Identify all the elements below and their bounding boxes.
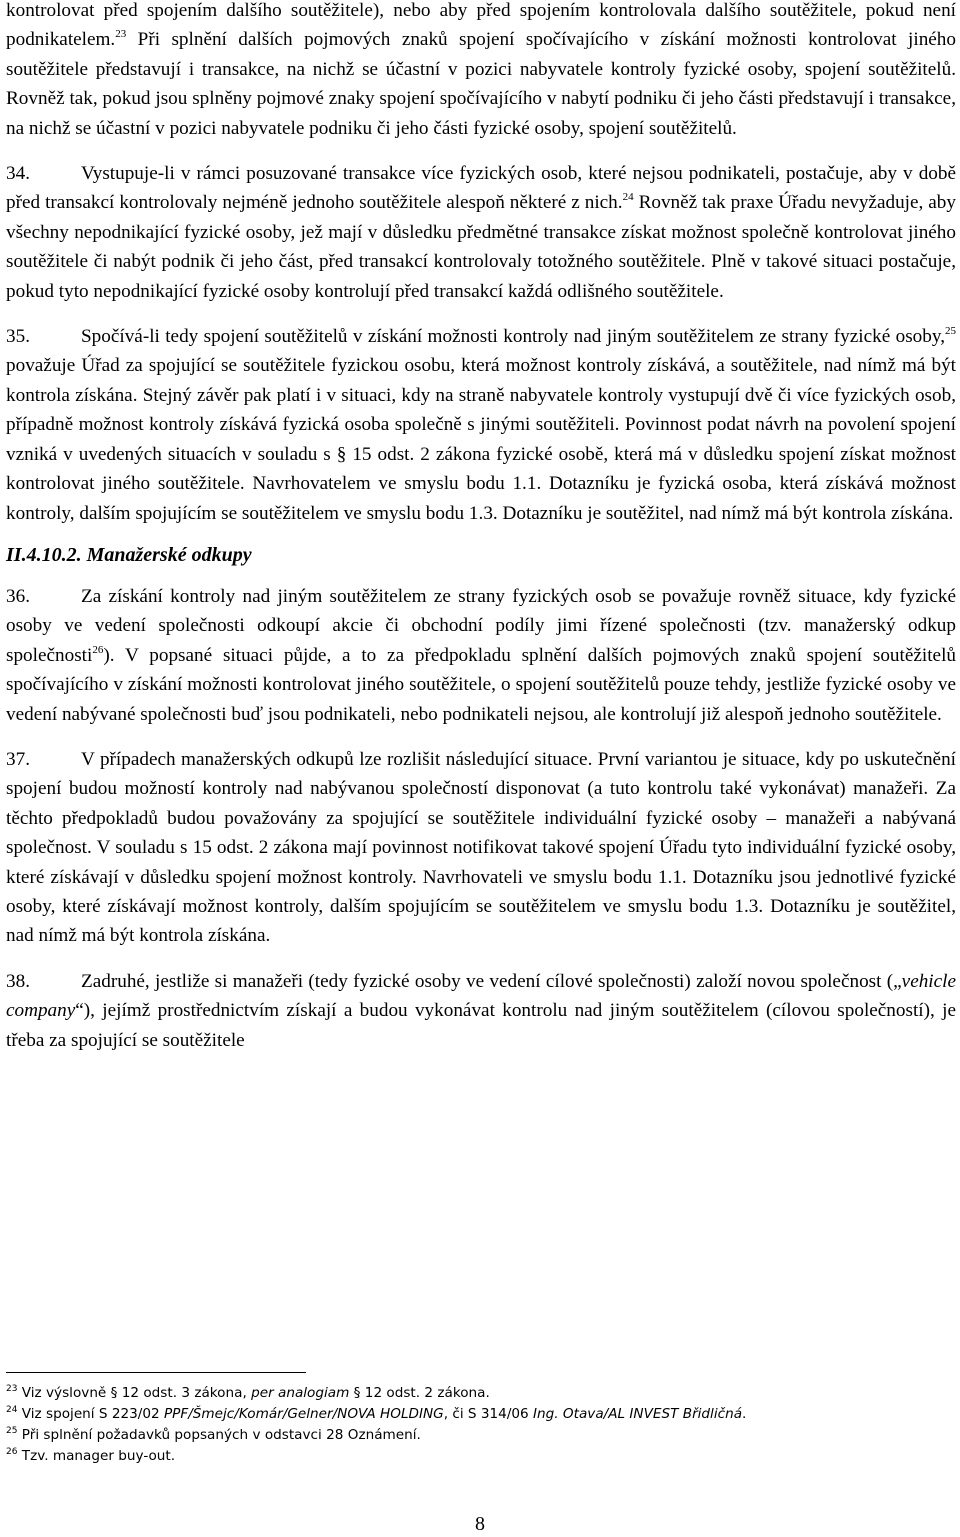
paragraph-text: ). V popsané situaci půjde, a to za předpokladu splnění dalších pojmových znaků spojení soutěžitelů spočívajícího v získání možnosti kontrolovat jiného soutěžitele, o spojení soutěžitelů pouze tehdy, jestliže fyzické osoby ve vedení nabývané společnosti buď jsou podnikateli, nebo podnikateli nejsou, ale kontrolují již alespoň jednoho soutěžitele. <box>6 644 956 725</box>
footnote-24 <box>6 1404 956 1425</box>
footnote-ref-25[interactable]: 25 <box>945 325 956 338</box>
footnotes <box>6 1383 956 1467</box>
paragraph-number: 37. <box>6 748 30 770</box>
footnote-text: Viz výslovně <box>17 1385 111 1401</box>
paragraph-number: 38. <box>6 970 30 992</box>
paragraph-36 <box>6 582 956 729</box>
paragraph-text: Vystupuje-li v rámci posuzované transakce více fyzických osob, které nejsou podnikateli, postačuje, aby v době před transakcí kontrolovaly nejméně jednoho soutěžitele alespoň některé z nich. <box>6 163 956 214</box>
paragraph-38 <box>6 967 956 1055</box>
section-heading: II.4.10.2. Manažerské odkupy <box>6 543 252 566</box>
footnote-text: Tzv. manager buy-out. <box>17 1448 176 1464</box>
paragraph-text: Rovněž tak praxe Úřadu nevyžaduje, aby všechny nepodnikající fyzické osoby, jež mají v důsledku předmětné transakce získat možnost společně kontrolovat jiného soutěžitele či nabýt podnik či jeho část, před transakcí kontrolovaly totožného soutěžitele. Plně v takové situaci postačuje, pokud tyto nepodnikající fyzické osoby kontrolují před transakcí každá odlišného soutěžitele. <box>6 192 956 302</box>
footnote-text: Viz spojení S 223/02 <box>17 1406 164 1422</box>
footnote-ref-23[interactable]: 23 <box>115 28 127 41</box>
footnote-23 <box>6 1383 956 1404</box>
footnote-text: Při splnění požadavků popsaných v odstavci 28 Oznámení. <box>17 1427 421 1443</box>
section-symbol: § <box>353 1385 361 1401</box>
footnote-number: 26 <box>6 1447 18 1457</box>
footnote-number: 25 <box>6 1426 18 1436</box>
paragraph-text: Spočívá-li tedy spojení soutěžitelů v získání možnosti kontroly nad jiným soutěžitelem ze strany fyzické osoby, <box>81 326 945 348</box>
section-symbol: § <box>110 1385 118 1401</box>
footnote-number: 23 <box>6 1384 18 1394</box>
document-body <box>6 0 956 1055</box>
footnote-text: . <box>742 1406 747 1422</box>
footnote-separator <box>6 1372 306 1373</box>
paragraph-text: Za získání kontroly nad jiným soutěžitelem ze strany fyzických osob se považuje rovněž situace, kdy fyzické osoby ve vedení společnosti odkoupí akcie či obchodní podíly jimi řízené společnosti (tzv. manažerský odkup společnosti <box>6 585 956 666</box>
paragraph-text: V případech manažerských odkupů lze rozlišit následující situace. První variantou je situace, kdy po uskutečnění spojení budou možností kontroly nad nabývanou společností disponovat (a tuto kontrolu také vykonávat) manažeři. Za těchto předpokladů budou považovány za spojující se soutěžitele individuální fyzické osoby – manažeři a nabývaná společnost. V souladu s 15 odst. 2 zákona mají povinnost notifikovat takové spojení Úřadu tyto individuální fyzické osoby, které získávají v důsledku spojení možnost kontroly. Navrhovateli ve smyslu bodu 1.1. Dotazníku jsou jednotlivé fyzické osoby, které získávají možnost kontroly, dalším spojujícím se soutěžitelem ve smyslu bodu 1.3. Dotazníku je soutěžitel, nad nímž má být kontrola získána. <box>6 748 956 947</box>
paragraph-text: považuje Úřad za spojující se soutěžitele fyzickou osobu, která možnost kontroly získává, a soutěžitele, nad nímž má být kontrola získána. Stejný závěr pak platí i v situaci, kdy na straně nabyvatele kontroly vystupují dvě či více fyzických osob, případně možnost kontroly získává fyzická osoba společně s jinými soutěžiteli. Povinnost podat návrh na povolení spojení vzniká v uvedených situacích v souladu s § 15 odst. 2 zákona fyzické osobě, která má v důsledku spojení získat možnost kontrolovat jiného soutěžitele. Navrhovatelem ve smyslu bodu 1.1. Dotazníku je fyzická osoba, která získává možnost kontroly, dalším spojujícím se soutěžitelem ve smyslu bodu 1.3. Dotazníku je soutěžitel, nad nímž má být kontrola získána. <box>6 355 956 524</box>
footnote-26 <box>6 1446 956 1467</box>
paragraph-text: Zadruhé, jestliže si manažeři (tedy fyzické osoby ve vedení cílové společnosti) založí novou společnost („ <box>81 970 902 992</box>
footnote-emphasis: Ing. Otava/AL INVEST Břidličná <box>533 1406 743 1422</box>
paragraph-emphasis: vehicle company <box>6 970 956 1022</box>
footnote-number: 24 <box>6 1405 18 1415</box>
paragraph-35 <box>6 322 956 528</box>
footnote-text: , či S 314/06 <box>443 1406 534 1422</box>
footnote-text: 12 odst. 2 zákona. <box>360 1385 490 1401</box>
paragraph-37 <box>6 745 956 951</box>
footnote-25 <box>6 1425 956 1446</box>
paragraph-text: “), jejímž prostřednictvím získají a budou vykonávat kontrolu nad jiným soutěžitelem (cílovou společností), je třeba za spojující se soutěžitele <box>6 1000 956 1051</box>
paragraph-continuation <box>6 0 956 143</box>
footnote-ref-24[interactable]: 24 <box>622 191 634 204</box>
footnote-ref-26[interactable]: 26 <box>92 643 104 656</box>
paragraph-text: Při splnění dalších pojmových znaků spojení spočívajícího v získání možnosti kontrolovat jiného soutěžitele představují i transakce, na nichž se účastní v pozici nabyvatele kontroly fyzické osoby, spojení soutěžitelů. Rovněž tak, pokud jsou splněny pojmové znaky spojení spočívajícího v nabytí podniku či jeho části představují i transakce, na nichž se účastní v pozici nabyvatele podniku či jeho části fyzické osoby, spojení soutěžitelů. <box>6 29 956 139</box>
paragraph-number: 35. <box>6 326 30 348</box>
footnote-emphasis: per analogiam <box>251 1385 350 1401</box>
paragraph-number: 36. <box>6 585 30 607</box>
paragraph-number: 34. <box>6 163 30 185</box>
footnote-text: 12 odst. 3 zákona, <box>117 1385 252 1401</box>
footnote-emphasis: PPF/Šmejc/Komár/Gelner/NOVA HOLDING <box>163 1406 444 1422</box>
paragraph-34 <box>6 159 956 306</box>
page-number: 8 <box>475 1513 485 1535</box>
paragraph-text: kontrolovat před spojením dalšího soutěžitele), nebo aby před spojením kontrolovala dalšího soutěžitele, pokud není podnikatelem. <box>6 0 956 51</box>
